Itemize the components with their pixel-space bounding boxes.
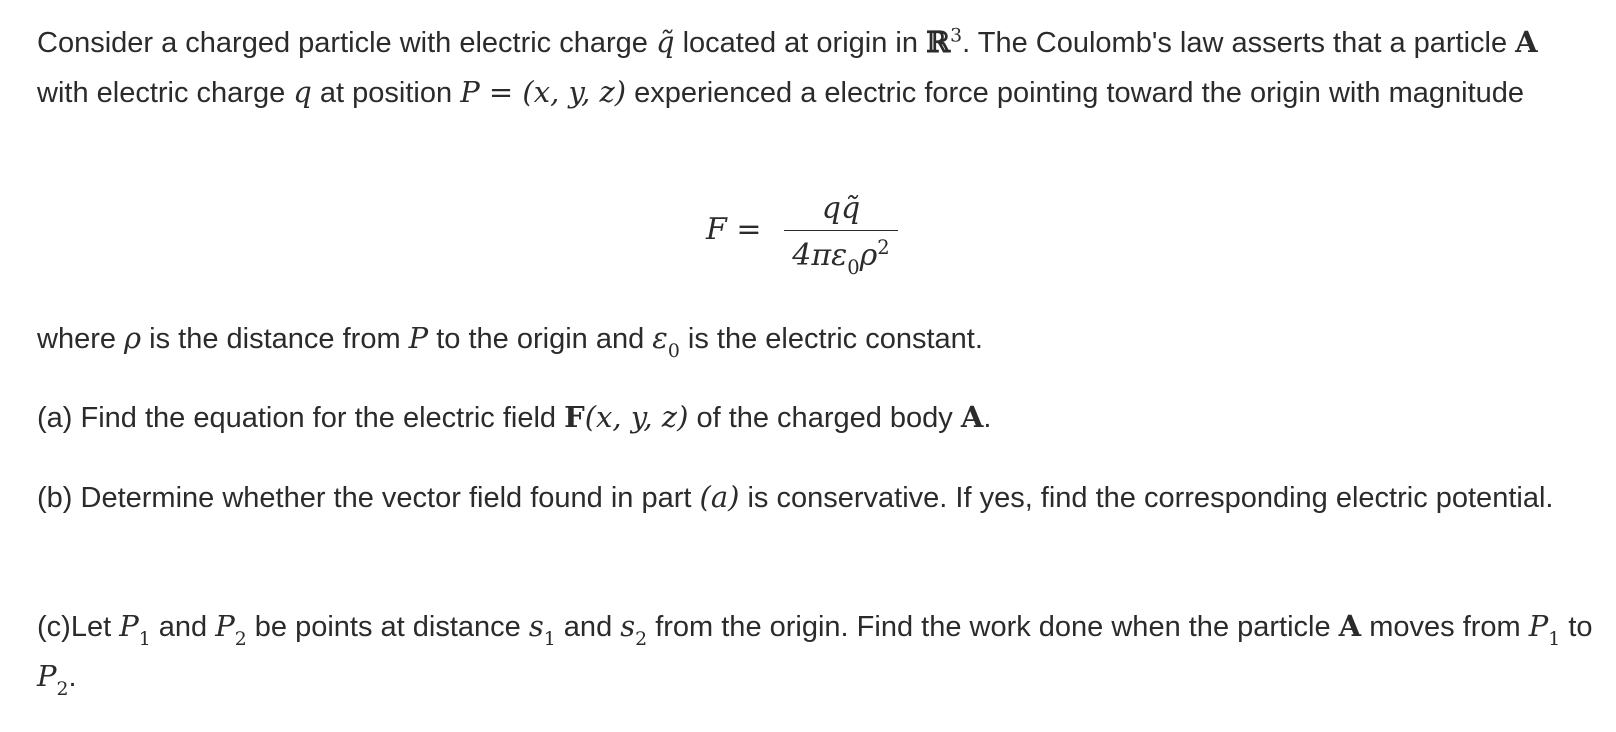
denominator-main: 4πε <box>792 238 848 273</box>
formula-lhs: F = <box>706 212 762 247</box>
formula-numerator: qq̃ <box>821 191 861 226</box>
part-c-text: (c)Let <box>37 611 120 643</box>
math-epsilon: ε <box>652 321 668 355</box>
math-subscript: 2 <box>635 628 648 650</box>
intro-text: experienced a electric force pointing toward the origin with magnitude <box>626 77 1525 109</box>
math-particle-a: A <box>1338 609 1362 643</box>
math-body-a: A <box>960 400 984 434</box>
part-c-text: and <box>555 611 621 643</box>
math-subscript: 2 <box>56 678 69 700</box>
intro-text: Consider a charged particle with electric charge <box>37 27 656 59</box>
denominator-exponent: 2 <box>877 236 890 259</box>
part-b-paragraph <box>37 473 1597 523</box>
formula-fraction <box>784 188 898 277</box>
intro-text: at position <box>311 77 461 109</box>
math-field-f: F <box>564 400 585 434</box>
intro-text: located at origin in <box>674 27 927 59</box>
part-c-paragraph <box>37 602 1597 702</box>
part-a-text: of the charged body <box>688 402 961 434</box>
part-c-text: be points at distance <box>246 611 529 643</box>
math-subscript: 1 <box>543 628 556 650</box>
math-p1: P <box>119 609 139 643</box>
part-a-text: (a) Find the equation for the electric field <box>37 402 565 434</box>
coulomb-formula <box>700 188 920 288</box>
where-paragraph <box>37 314 1597 364</box>
part-c-text: to <box>1560 611 1593 643</box>
part-a-text: . <box>983 402 992 434</box>
math-particle-a: A <box>1515 25 1538 59</box>
part-c-text: . <box>68 661 77 693</box>
part-c-text: moves from <box>1361 611 1529 643</box>
math-subscript: 0 <box>667 340 680 362</box>
where-text: is the electric constant. <box>679 323 983 355</box>
intro-text: with electric charge <box>37 77 294 109</box>
math-s2: s <box>620 609 636 643</box>
math-charge-q: q <box>293 75 312 109</box>
math-p2: P <box>37 659 57 693</box>
math-p: P <box>408 321 429 355</box>
math-s1: s <box>528 609 544 643</box>
part-a-paragraph <box>37 393 1597 443</box>
denominator-subscript: 0 <box>847 255 860 279</box>
part-c-text: from the origin. Find the work done when the particle <box>647 611 1339 643</box>
math-subscript: 1 <box>138 628 151 650</box>
where-text: is the distance from <box>141 323 409 355</box>
where-text: to the origin and <box>428 323 653 355</box>
math-p1: P <box>1528 609 1549 643</box>
math-charge-q-tilde: q̃ <box>655 25 675 59</box>
part-c-text: and <box>150 611 216 643</box>
math-rho: ρ <box>124 321 142 355</box>
part-b-text: (b) Determine whether the vector field found in part <box>37 482 700 514</box>
math-p2: P <box>215 609 235 643</box>
math-subscript: 1 <box>1548 628 1561 650</box>
math-field-args: (x, y, z) <box>584 400 689 434</box>
intro-paragraph <box>37 18 1597 118</box>
formula-denominator <box>784 231 898 277</box>
denominator-rho: ρ <box>859 238 878 273</box>
math-real-space: ℝ <box>926 25 951 59</box>
where-text: where <box>37 323 125 355</box>
intro-text: . The Coulomb's law asserts that a particle <box>962 27 1516 59</box>
math-subscript: 2 <box>234 628 247 650</box>
math-part-ref: (a) <box>699 480 740 514</box>
math-position: P = (x, y, z) <box>460 75 627 109</box>
part-b-text: is conservative. If yes, find the corresponding electric potential. <box>739 482 1554 514</box>
math-exponent: 3 <box>950 25 963 47</box>
